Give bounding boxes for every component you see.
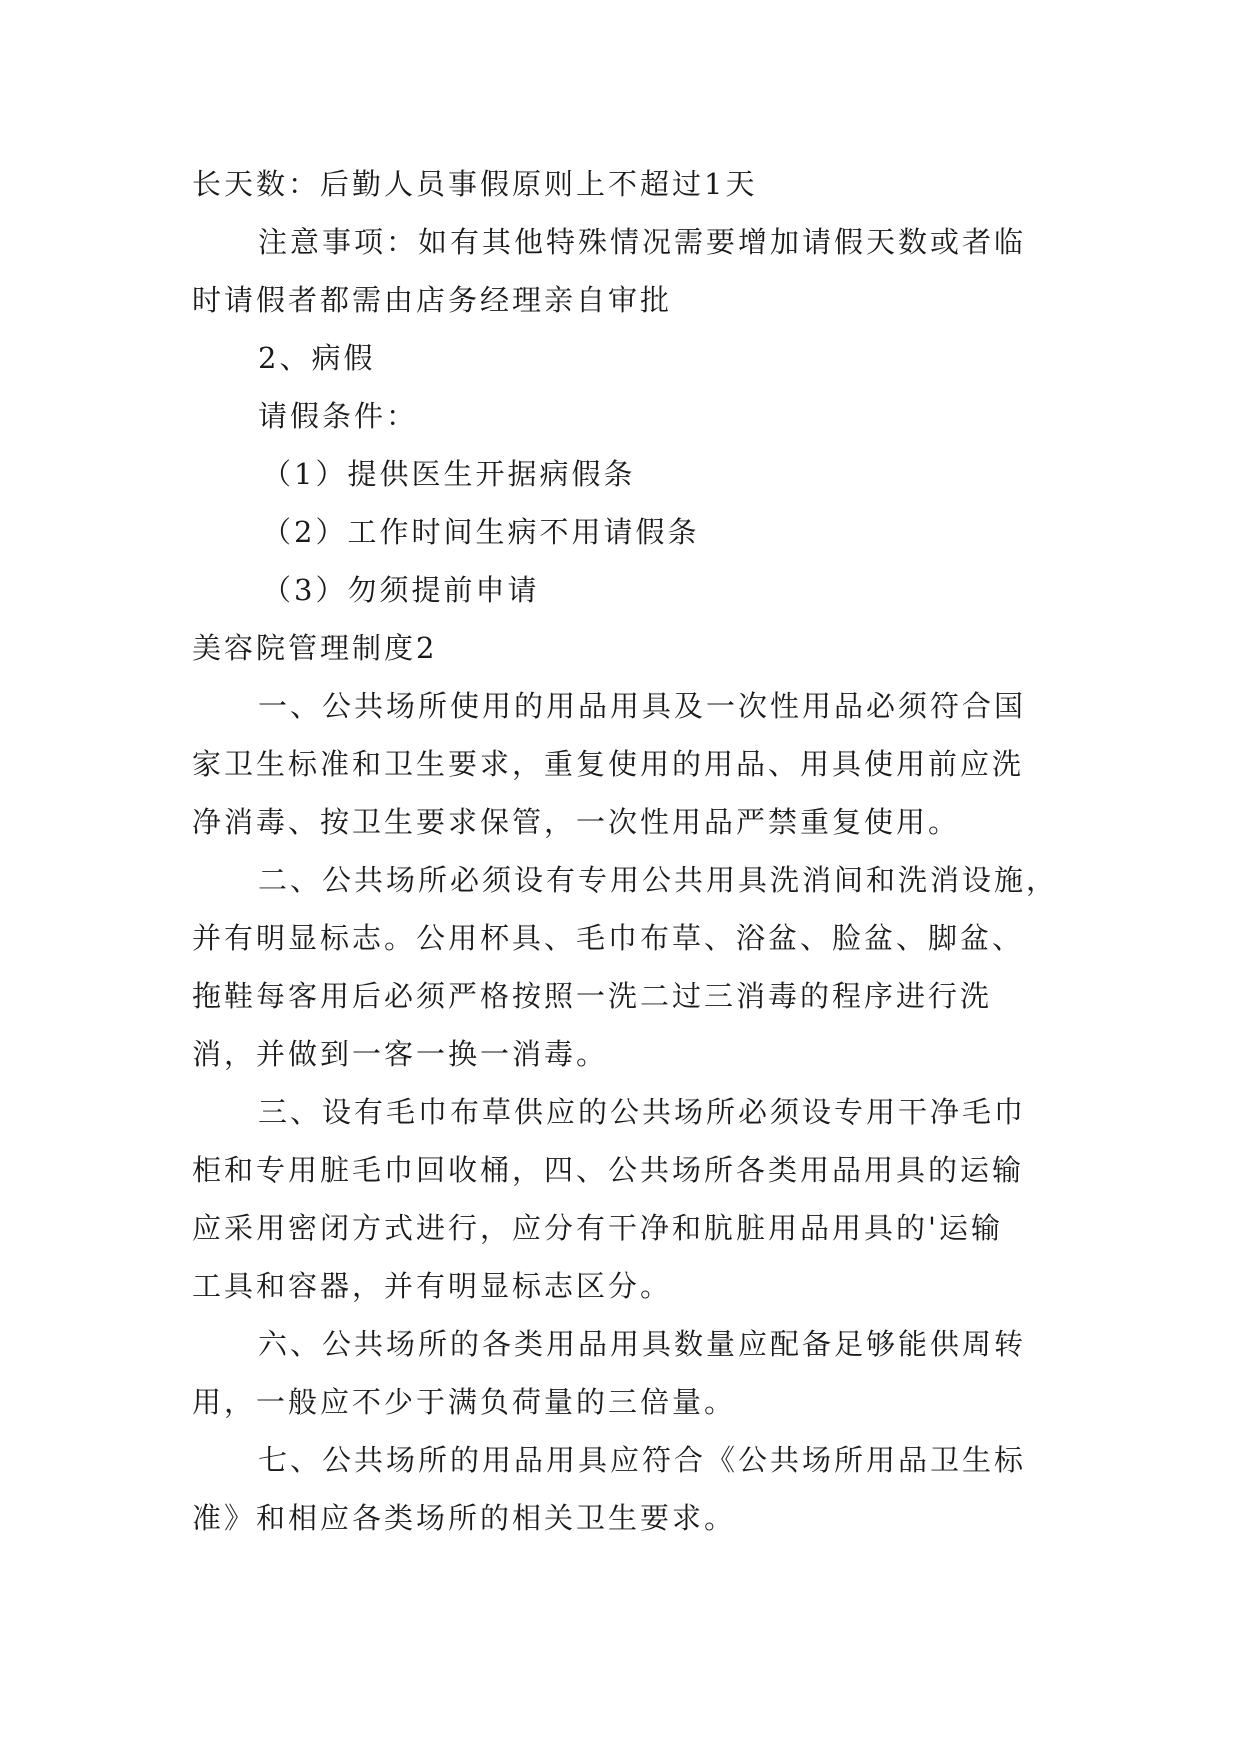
text-line-rule-3c: 应采用密闭方式进行，应分有干净和肮脏用品用具的'运输 — [192, 1211, 1003, 1245]
text-line-rule-7b: 准》和相应各类场所的相关卫生要求。 — [192, 1501, 737, 1535]
text-line-rule-2b: 并有明显标志。公用杯具、毛巾布草、浴盆、脸盆、脚盆、 — [192, 921, 1025, 955]
text-line-rule-1c: 净消毒、按卫生要求保管，一次性用品严禁重复使用。 — [192, 805, 961, 839]
list-item-condition-2: （2）工作时间生病不用请假条 — [262, 515, 700, 549]
text-line-leave-days: 长天数：后勤人员事假原则上不超过1天 — [192, 167, 758, 201]
section-heading-sick-leave: 2、病假 — [258, 341, 376, 375]
text-line-rule-3b: 柜和专用脏毛巾回收桶，四、公共场所各类用品用具的运输 — [192, 1153, 1025, 1187]
section-title: 美容院管理制度2 — [192, 631, 438, 665]
text-line-rule-3a: 三、设有毛巾布草供应的公共场所必须设专用干净毛巾 — [258, 1095, 1027, 1129]
text-line-notes-1: 注意事项：如有其他特殊情况需要增加请假天数或者临 — [258, 225, 1027, 259]
text-line-rule-2a: 二、公共场所必须设有专用公共用具洗消间和洗消设施， — [258, 863, 1059, 897]
text-line-rule-6b: 用，一般应不少于满负荷量的三倍量。 — [192, 1385, 737, 1419]
text-line-rule-2d: 消，并做到一客一换一消毒。 — [192, 1037, 609, 1071]
text-line-notes-2: 时请假者都需由店务经理亲自审批 — [192, 283, 673, 317]
text-line-rule-3d: 工具和容器，并有明显标志区分。 — [192, 1269, 673, 1303]
text-line-rule-1a: 一、公共场所使用的用品用具及一次性用品必须符合国 — [258, 689, 1027, 723]
text-line-rule-7a: 七、公共场所的用品用具应符合《公共场所用品卫生标 — [258, 1443, 1027, 1477]
text-line-rule-2c: 拖鞋每客用后必须严格按照一洗二过三消毒的程序进行洗 — [192, 979, 993, 1013]
list-item-condition-3: （3）勿须提前申请 — [262, 573, 540, 607]
text-line-rule-6a: 六、公共场所的各类用品用具数量应配备足够能供周转 — [258, 1327, 1027, 1361]
list-item-condition-1: （1）提供医生开据病假条 — [262, 457, 636, 491]
text-line-leave-conditions: 请假条件： — [258, 399, 419, 433]
text-line-rule-1b: 家卫生标准和卫生要求，重复使用的用品、用具使用前应洗 — [192, 747, 1025, 781]
